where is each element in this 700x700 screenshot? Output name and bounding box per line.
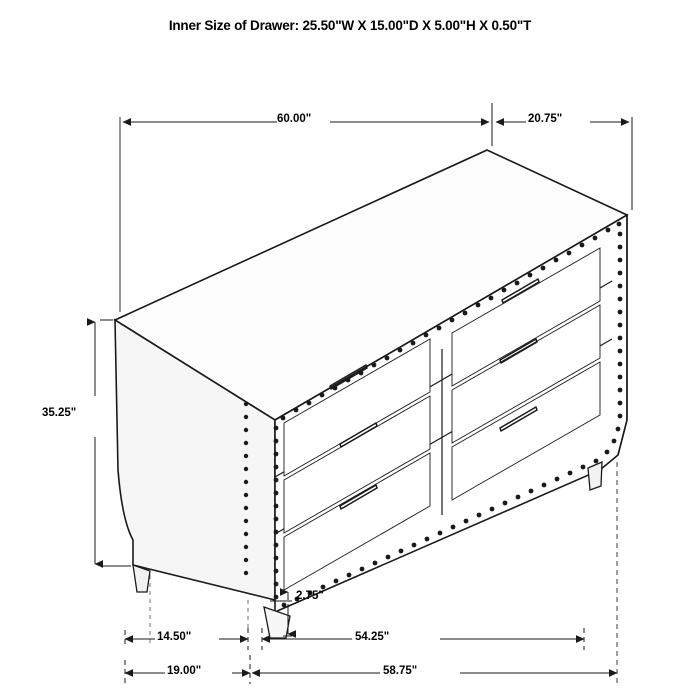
dimension-drawer-bank-width: 54.25" (355, 631, 390, 643)
dimension-left-foot-offset: 14.50" (157, 631, 192, 643)
dimension-overall-height: 35.25" (42, 407, 77, 419)
dresser-body (115, 150, 627, 638)
page-title: Inner Size of Drawer: 25.50"W X 15.00"D X 5.00"H X 0.50"T (168, 18, 532, 33)
dimension-base-right-width: 58.75" (383, 665, 418, 677)
leg-front-left (264, 607, 290, 638)
dimension-top-width: 60.00" (277, 113, 312, 125)
dimension-base-left-width: 19.00" (167, 665, 202, 677)
dimension-top-depth: 20.75" (528, 113, 563, 125)
dimension-leg-height: 2.75" (296, 590, 324, 602)
